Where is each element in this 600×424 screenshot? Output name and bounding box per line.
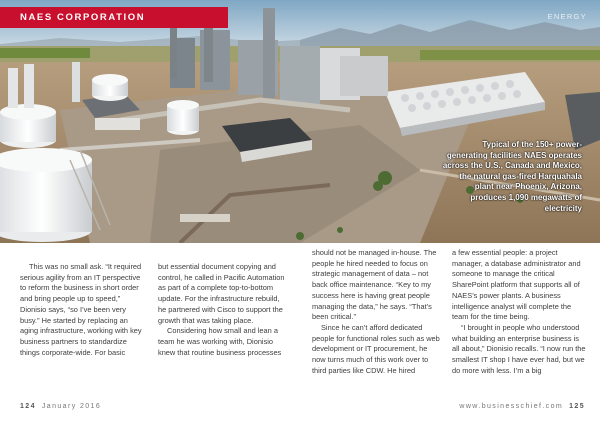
page-number-left: 124 <box>20 403 36 410</box>
section-label: ENERGY <box>547 12 587 21</box>
issue-date: January 2016 <box>41 403 102 410</box>
paragraph: should not be managed in-house. The people he hired needed to focus on strategic management of data – not back office maintenance. “Key to my success here is having great people managing the data,” he says. “That’s been critical.” <box>312 248 437 322</box>
photo-caption: Typical of the 150+ power-generating facilities NAES operates across the U.S., Canada and Mexico, the natural gas-fired Harquahala plant near Phoenix, Arizona, produces 1,090 megawatts of electricity <box>442 140 582 213</box>
article-column-3 <box>312 248 440 376</box>
publisher-header-bar <box>0 7 228 28</box>
footer-right <box>459 403 585 410</box>
publisher-name: NAES CORPORATION <box>20 12 146 23</box>
paragraph: but essential document copying and control, he called in Pacific Automation as part of a complete top-to-bottom update. For the infrastructure rebuild, he partnered with Cisco to support the growth that was taking place. <box>158 262 285 325</box>
paragraph: a few essential people: a project manager, a database administrator and someone to manage the critical SharePoint platform that supports all of NAES’s power plants. A business intelligence analyst will complete the team for the time being. <box>452 248 581 322</box>
article-column-1 <box>20 262 145 358</box>
paragraph: This was no small ask. “It required serious agility from an IT perspective to reform the business in short order and bring people up to speed,” Dionisio says, “so I’ve been very busy.” He started by replacing an aging infrastructure, working with key business partners to standardize things corporate-wide. For basic <box>20 262 142 357</box>
page-number-right: 125 <box>569 403 585 410</box>
paragraph: Since he can’t afford dedicated people for functional roles such as web development or IT procurement, he now turns much of this work over to third parties like CDW. He hired <box>312 322 440 375</box>
article-column-4 <box>452 248 586 376</box>
footer-left <box>20 403 101 410</box>
paragraph: Considering how small and lean a team he was working with, Dionisio knew that routine business processes <box>158 326 282 357</box>
paragraph: “I brought in people who understood what building an enterprise business is all about,” Dionisio recalls. “I now run the smallest IT shop I have ever had, but we do more with less. I’m a big <box>452 322 586 375</box>
article-column-2 <box>158 262 285 358</box>
website-link[interactable]: www.businesschief.com <box>459 403 564 410</box>
